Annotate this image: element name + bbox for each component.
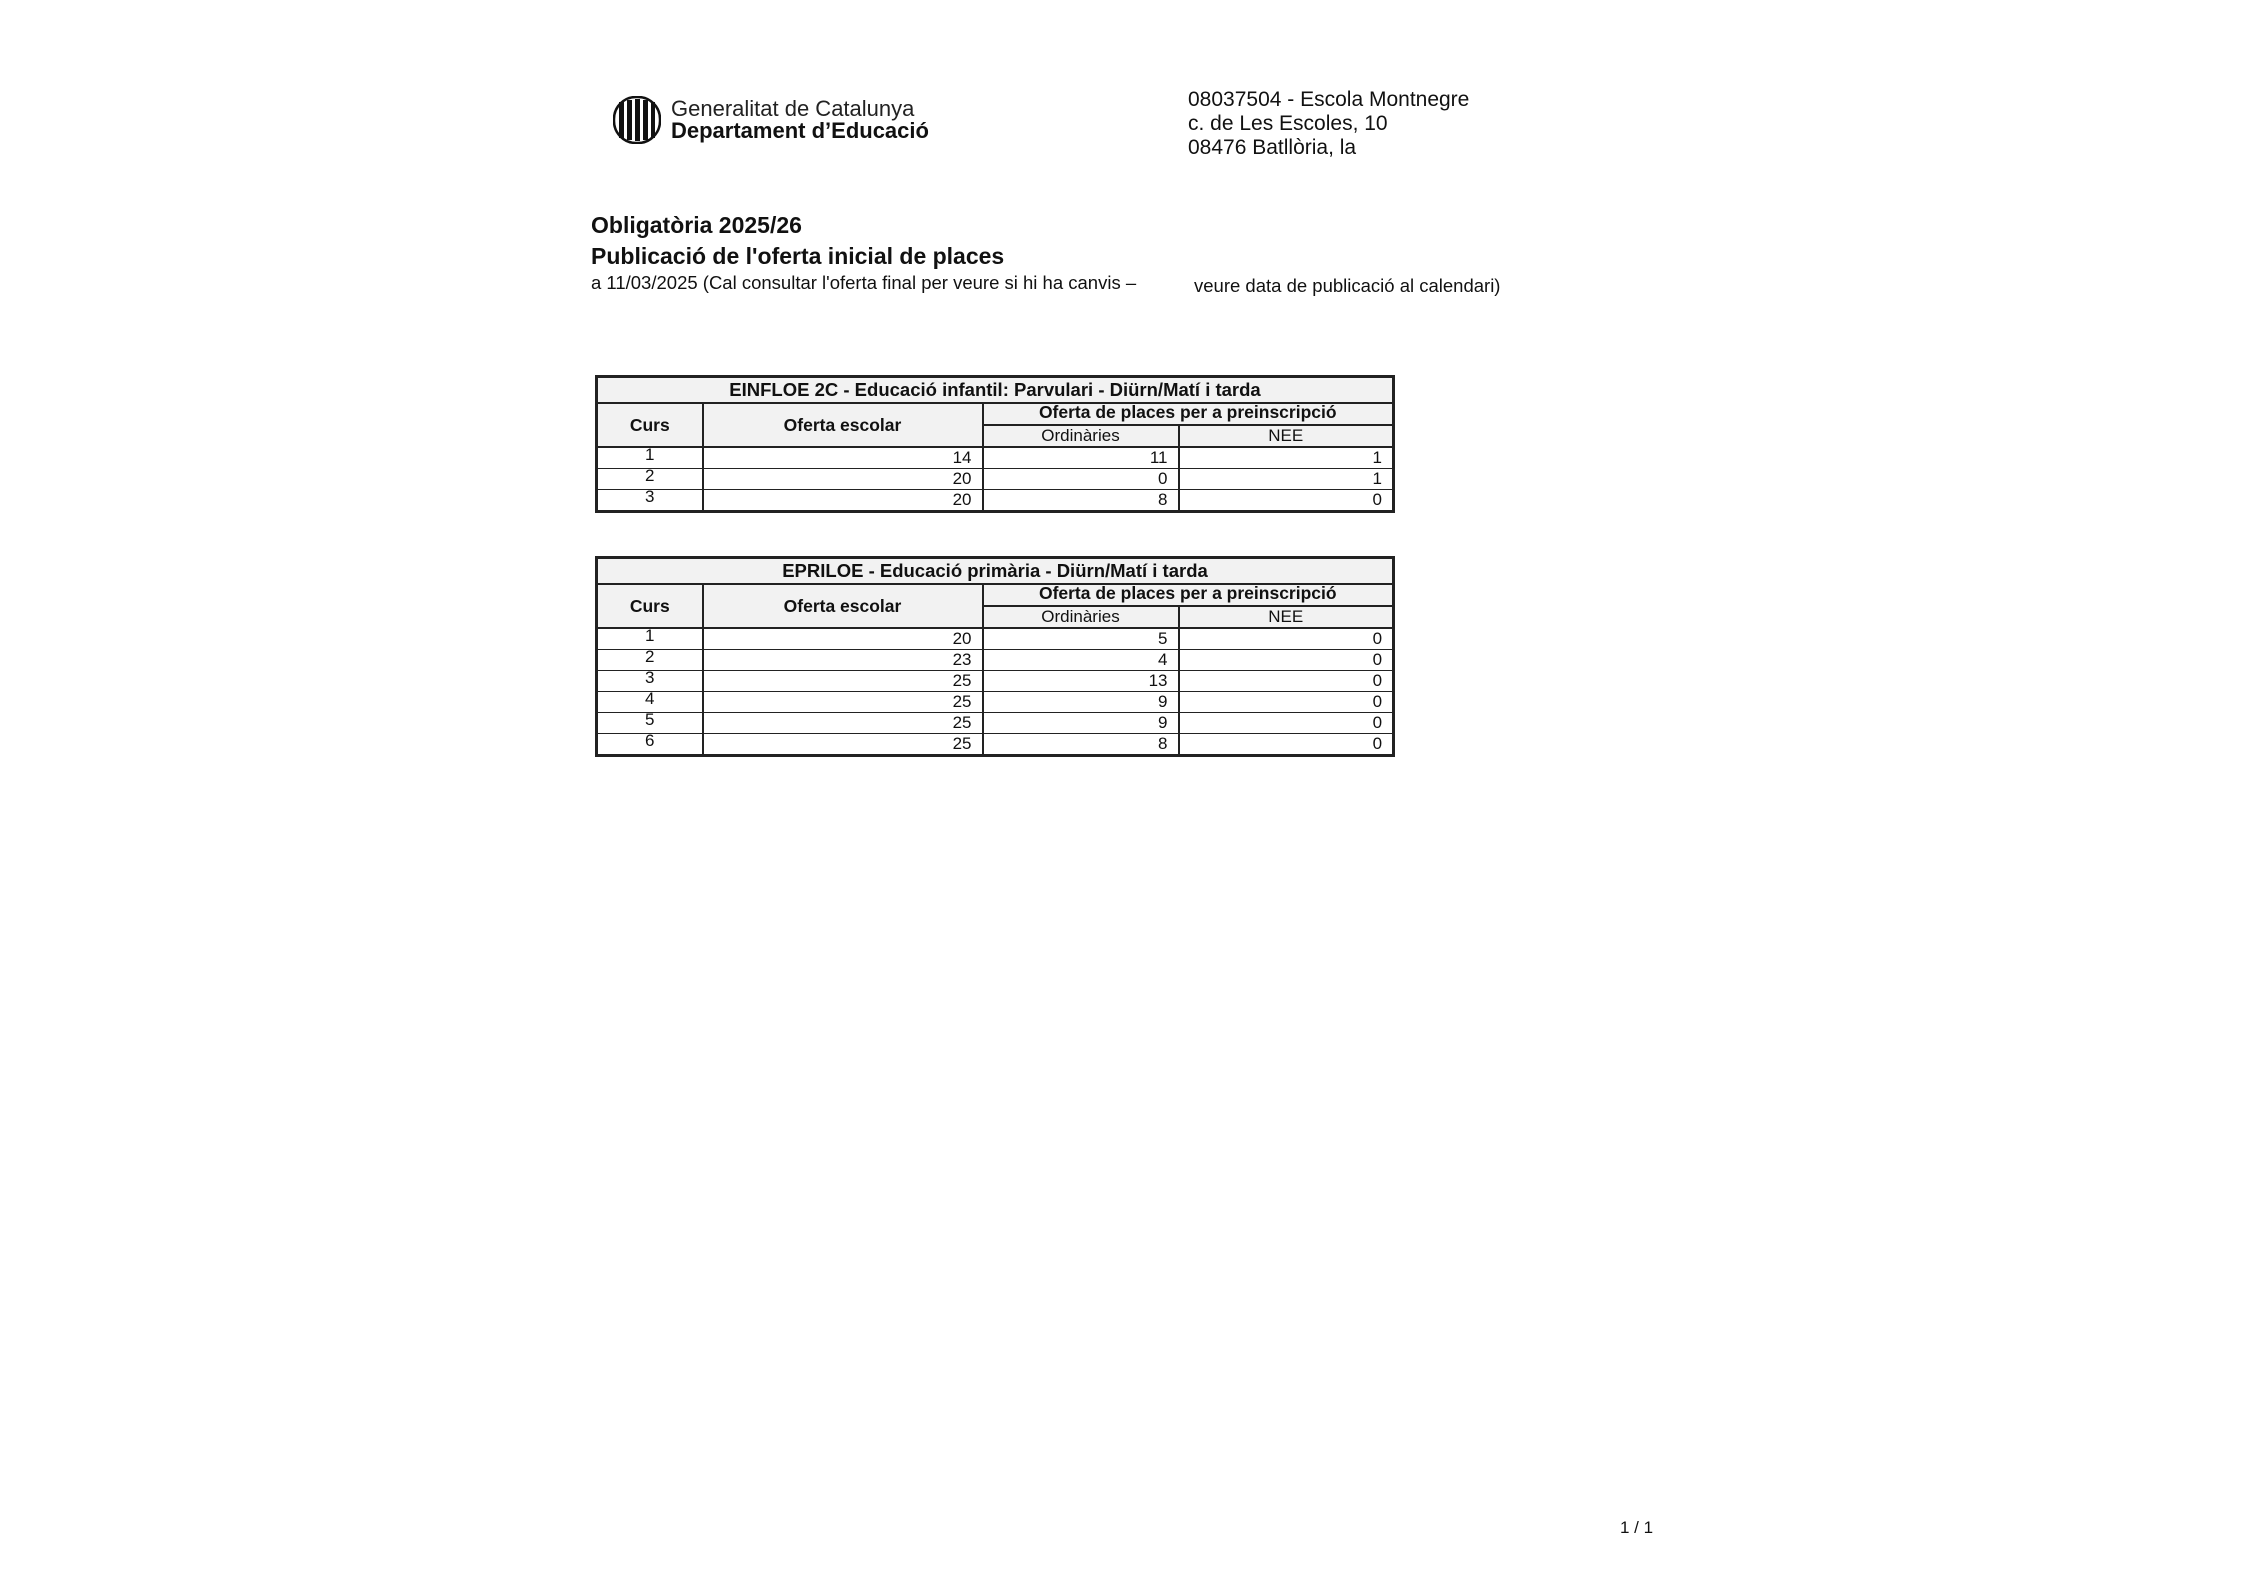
school-street: c. de Les Escoles, 10 [1188, 112, 1388, 135]
column-header-group: Oferta de places per a preinscripció [983, 403, 1394, 425]
document-note [591, 272, 1501, 296]
cell-nee: 1 [1179, 469, 1394, 490]
logo-line-department: Departament d’Educació [671, 118, 929, 143]
document-note-part1: a 11/03/2025 (Cal consultar l'oferta final per veure si hi ha canvis – [591, 272, 1137, 293]
page-number: 1 / 1 [1620, 1518, 1654, 1537]
cell-oferta: 23 [703, 650, 983, 671]
cell-curs: 2 [597, 650, 703, 671]
table-row [597, 692, 1394, 713]
document-note-part2: veure data de publicació al calendari) [1194, 275, 1501, 296]
cell-curs: 6 [597, 734, 703, 756]
cell-nee: 0 [1179, 734, 1394, 756]
cell-ordinaries: 8 [983, 734, 1179, 756]
table-row [597, 628, 1394, 650]
document-subtitle: Publicació de l'oferta inicial de places [591, 243, 1005, 269]
school-name: 08037504 - Escola Montnegre [1188, 88, 1470, 111]
cell-nee: 0 [1179, 628, 1394, 650]
column-header-curs: Curs [597, 584, 703, 628]
column-header-oferta: Oferta escolar [703, 403, 983, 447]
cell-curs: 3 [597, 671, 703, 692]
cell-oferta: 14 [703, 447, 983, 469]
cell-ordinaries: 11 [983, 447, 1179, 469]
cell-nee: 0 [1179, 490, 1394, 512]
column-header-curs: Curs [597, 403, 703, 447]
column-header-ordinaries: Ordinàries [983, 606, 1179, 628]
cell-oferta: 25 [703, 734, 983, 756]
table-caption: EPRILOE - Educació primària - Diürn/Matí i tarda [597, 558, 1394, 585]
cell-ordinaries: 8 [983, 490, 1179, 512]
cell-ordinaries: 5 [983, 628, 1179, 650]
logo-line-generalitat: Generalitat de Catalunya [671, 96, 915, 121]
column-header-ordinaries: Ordinàries [983, 425, 1179, 447]
offer-table-primaria [595, 556, 1395, 757]
column-header-nee: NEE [1179, 606, 1394, 628]
column-header-group: Oferta de places per a preinscripció [983, 584, 1394, 606]
offer-table-infantil [595, 375, 1395, 513]
cell-curs: 2 [597, 469, 703, 490]
table-caption: EINFLOE 2C - Educació infantil: Parvulari - Diürn/Matí i tarda [597, 377, 1394, 404]
cell-curs: 1 [597, 628, 703, 650]
cell-oferta: 20 [703, 628, 983, 650]
cell-nee: 0 [1179, 650, 1394, 671]
cell-curs: 3 [597, 490, 703, 512]
cell-curs: 4 [597, 692, 703, 713]
school-address [1188, 88, 1469, 160]
table-row [597, 469, 1394, 490]
table-row [597, 650, 1394, 671]
cell-oferta: 25 [703, 671, 983, 692]
cell-oferta: 25 [703, 692, 983, 713]
cell-nee: 0 [1179, 692, 1394, 713]
table-row [597, 490, 1394, 512]
table-row [597, 713, 1394, 734]
cell-ordinaries: 4 [983, 650, 1179, 671]
column-header-nee: NEE [1179, 425, 1394, 447]
cell-curs: 1 [597, 447, 703, 469]
cell-nee: 0 [1179, 713, 1394, 734]
table-row [597, 447, 1394, 469]
cell-ordinaries: 9 [983, 692, 1179, 713]
cell-ordinaries: 0 [983, 469, 1179, 490]
table-row [597, 671, 1394, 692]
cell-ordinaries: 13 [983, 671, 1179, 692]
cell-nee: 0 [1179, 671, 1394, 692]
generalitat-emblem-icon [613, 96, 661, 144]
cell-curs: 5 [597, 713, 703, 734]
document-heading [591, 210, 1501, 296]
column-header-oferta: Oferta escolar [703, 584, 983, 628]
cell-oferta: 20 [703, 490, 983, 512]
cell-oferta: 25 [703, 713, 983, 734]
document-title: Obligatòria 2025/26 [591, 212, 802, 238]
generalitat-logo [613, 96, 929, 144]
cell-ordinaries: 9 [983, 713, 1179, 734]
cell-nee: 1 [1179, 447, 1394, 469]
table-row [597, 734, 1394, 756]
cell-oferta: 20 [703, 469, 983, 490]
school-city: 08476 Batllòria, la [1188, 136, 1357, 159]
